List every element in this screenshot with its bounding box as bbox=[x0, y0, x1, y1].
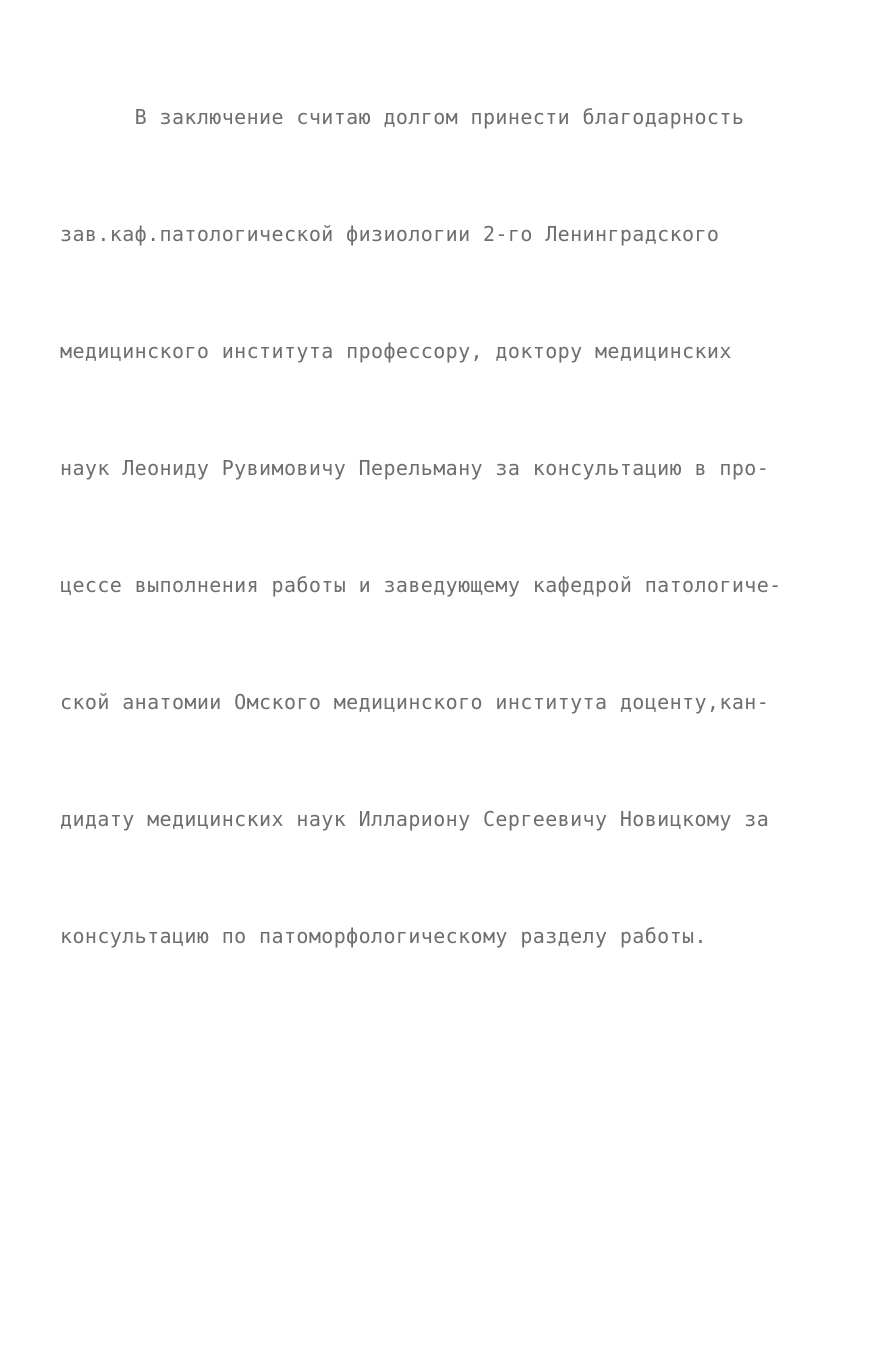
text-line: медицинского института профессору, доктору медицинских bbox=[60, 339, 732, 363]
text-line: В заключение считаю долгом принести благодарность bbox=[60, 105, 745, 129]
text-line: ской анатомии Омского медицинского института доценту,кан- bbox=[60, 690, 770, 714]
text-line: зав.каф.патологической физиологии 2-го Ленинградского bbox=[60, 222, 720, 246]
text-line: цессе выполнения работы и заведующему кафедрой патологиче- bbox=[60, 573, 782, 597]
text-line: наук Леониду Рувимовичу Перельману за консультацию в про- bbox=[60, 456, 770, 480]
text-line: консультацию по патоморфологическому разделу работы. bbox=[60, 924, 707, 948]
text-line: дидату медицинских наук Иллариону Сергеевичу Новицкому за bbox=[60, 807, 770, 831]
acknowledgement-paragraph bbox=[60, 20, 830, 1034]
